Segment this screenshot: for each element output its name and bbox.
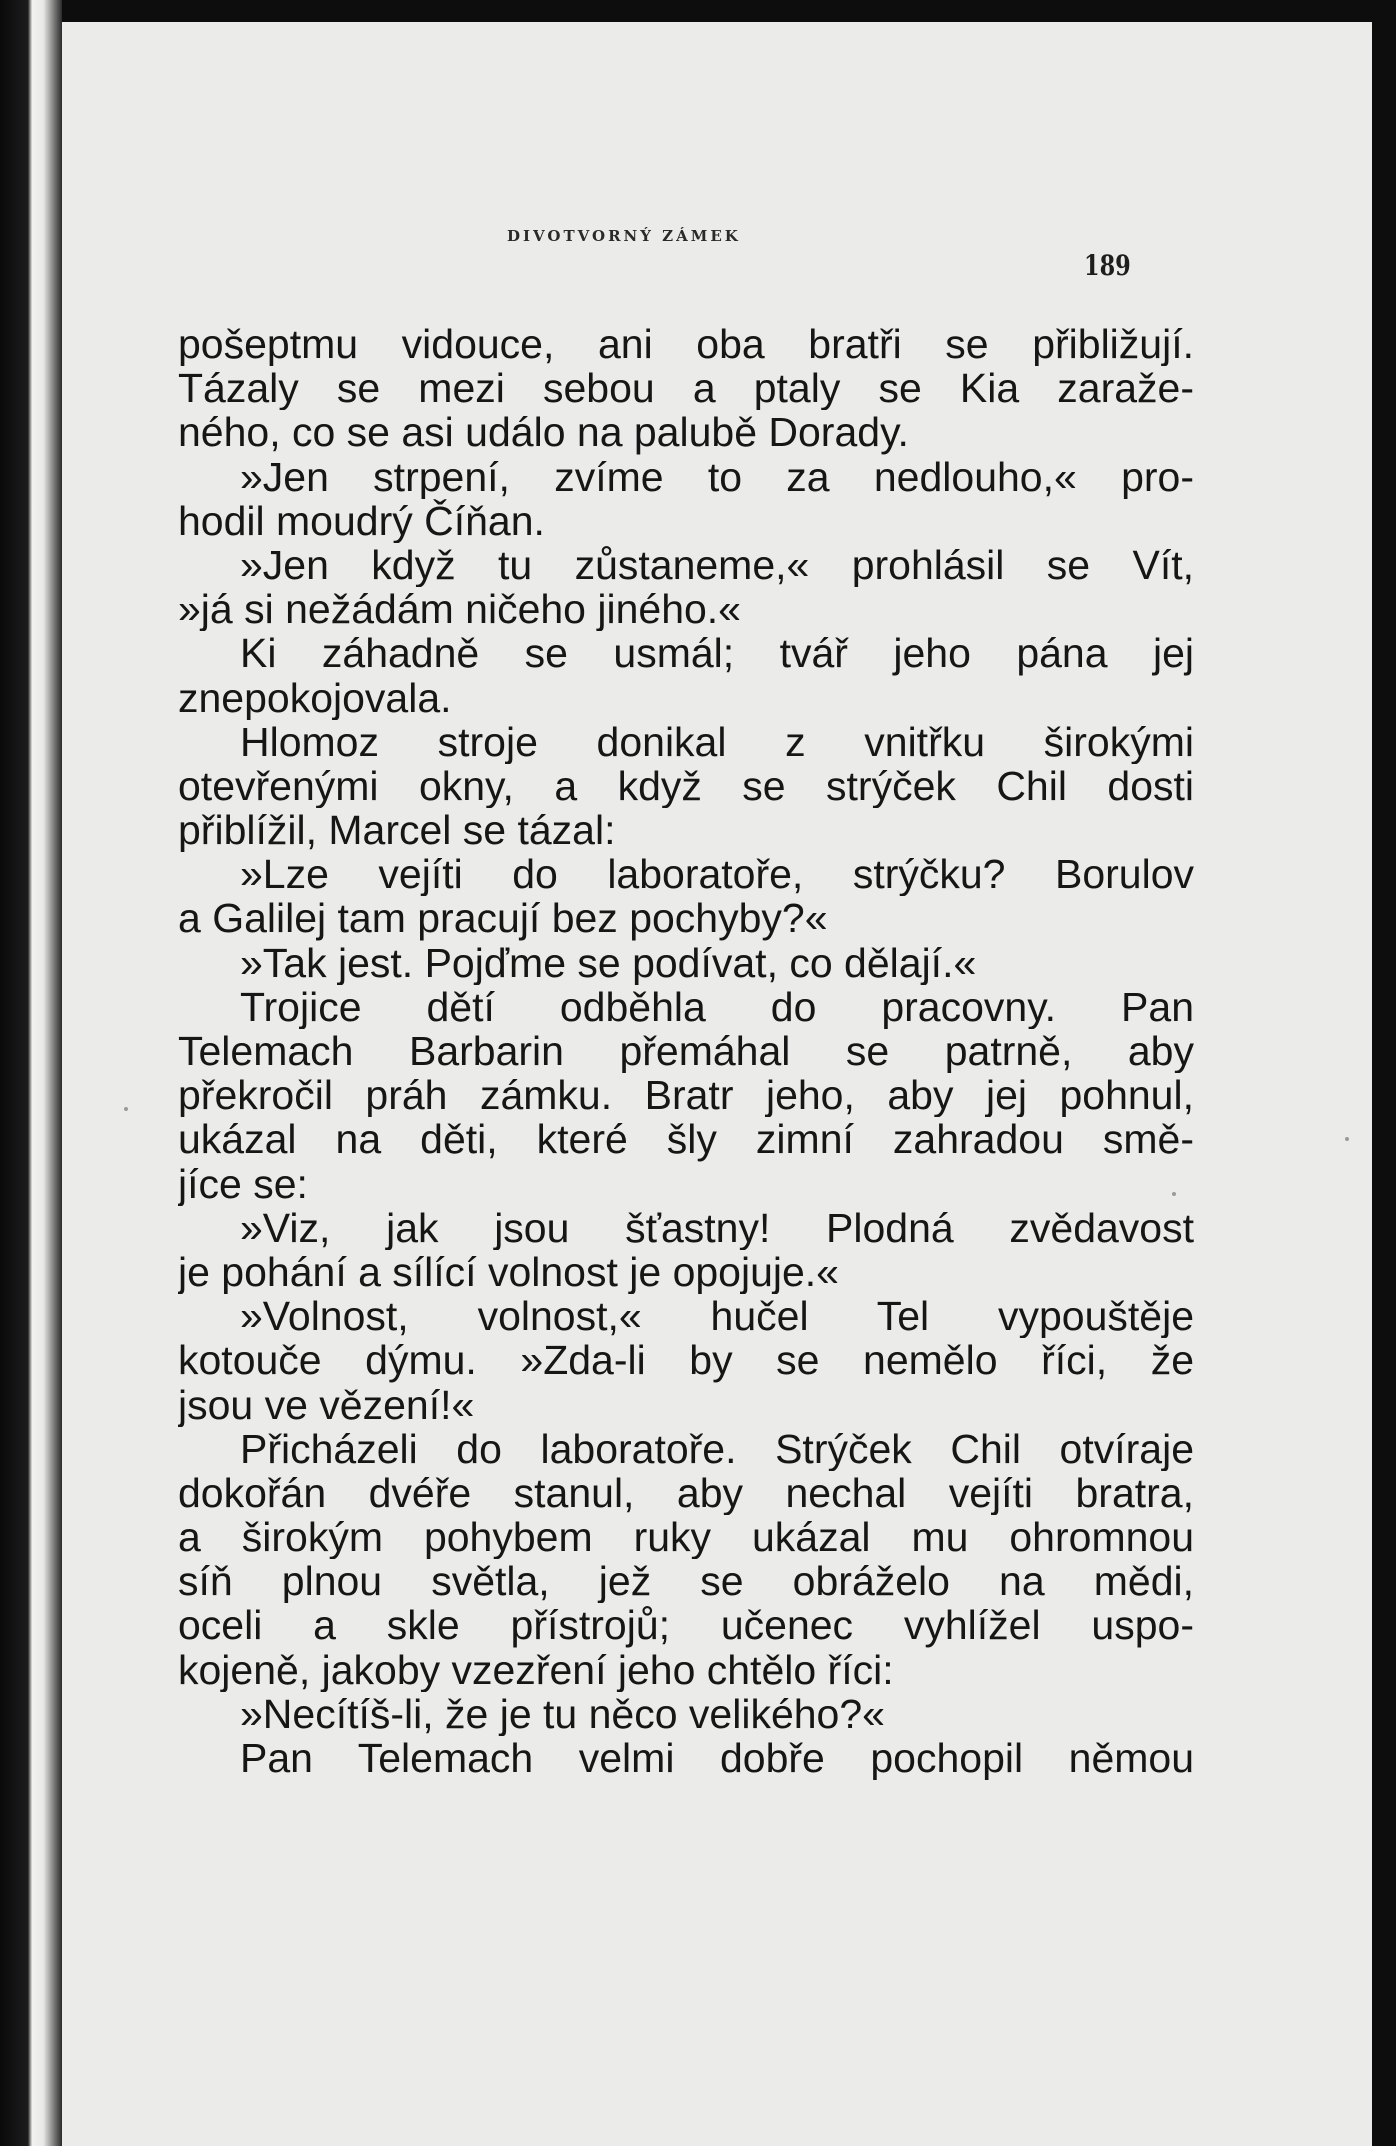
text-line: Ki záhadně se usmál; tvář jeho pána jej <box>240 631 1194 676</box>
text-line: pošeptmu vidouce, ani oba bratři se přibližují. <box>178 322 1194 367</box>
page-number: 189 <box>1084 249 1131 282</box>
text-line: »Volnost, volnost,« hučel Tel vypouštěje <box>240 1294 1194 1339</box>
body-text <box>178 322 1194 1780</box>
text-line: Telemach Barbarin přemáhal se patrně, aby <box>178 1029 1194 1074</box>
book-spine-edge <box>0 0 62 2146</box>
text-line: Hlomoz stroje donikal z vnitřku širokými <box>240 719 1194 764</box>
paper-speck <box>124 1107 128 1111</box>
text-line: »já si nežádám ničeho jiného.« <box>178 587 741 632</box>
text-line: dokořán dvéře stanul, aby nechal vejíti bratra, <box>178 1470 1194 1516</box>
text-line: kojeně, jakoby vzezření jeho chtělo říci: <box>178 1647 894 1692</box>
text-line: »Necítíš-li, že je tu něco velikého?« <box>240 1691 885 1736</box>
running-title: DIVOTVORNÝ ZÁMEK <box>507 227 741 245</box>
text-line: jsou ve vězení!« <box>178 1382 475 1427</box>
text-line: ného, co se asi událo na palubě Dorady. <box>178 410 909 455</box>
paper-speck <box>1172 1192 1176 1196</box>
text-line: ukázal na děti, které šly zimní zahradou smě- <box>178 1117 1194 1162</box>
text-line: »Jen strpení, zvíme to za nedlouho,« pro- <box>240 454 1194 499</box>
text-line: »Viz, jak jsou šťastny! Plodná zvědavost <box>240 1205 1194 1250</box>
text-line: je pohání a sílící volnost je opojuje.« <box>178 1249 839 1295</box>
text-line: »Tak jest. Pojďme se podívat, co dělají.« <box>240 940 977 985</box>
text-line: »Jen když tu zůstaneme,« prohlásil se Vít, <box>240 542 1194 588</box>
text-line: překročil práh zámku. Bratr jeho, aby jej pohnul, <box>178 1073 1194 1118</box>
text-line: síň plnou světla, jež se obráželo na mědi, <box>178 1559 1194 1604</box>
text-line: jíce se: <box>178 1161 308 1206</box>
text-line: přiblížil, Marcel se tázal: <box>178 808 616 853</box>
paper-speck <box>1345 1137 1349 1141</box>
text-line: a Galilej tam pracují bez pochyby?« <box>178 896 828 941</box>
text-line: Trojice dětí odběhla do pracovny. Pan <box>240 984 1194 1029</box>
page-paper <box>62 22 1372 2146</box>
text-line: Tázaly se mezi sebou a ptaly se Kia zaraže- <box>178 366 1194 411</box>
text-line: znepokojovala. <box>178 675 452 720</box>
text-line: »Lze vejíti do laboratoře, strýčku? Borulov <box>240 852 1194 897</box>
text-line: a širokým pohybem ruky ukázal mu ohromnou <box>178 1515 1194 1560</box>
text-line: otevřenými okny, a když se strýček Chil dosti <box>178 763 1194 809</box>
text-line: Pan Telemach velmi dobře pochopil němou <box>240 1736 1194 1781</box>
text-line: kotouče dýmu. »Zda-li by se nemělo říci, že <box>178 1338 1194 1383</box>
text-line: hodil moudrý Číňan. <box>178 498 545 543</box>
text-line: Přicházeli do laboratoře. Strýček Chil otvíraje <box>240 1426 1194 1471</box>
page-header <box>62 22 1372 282</box>
text-line: oceli a skle přístrojů; učenec vyhlížel uspo- <box>178 1603 1194 1648</box>
